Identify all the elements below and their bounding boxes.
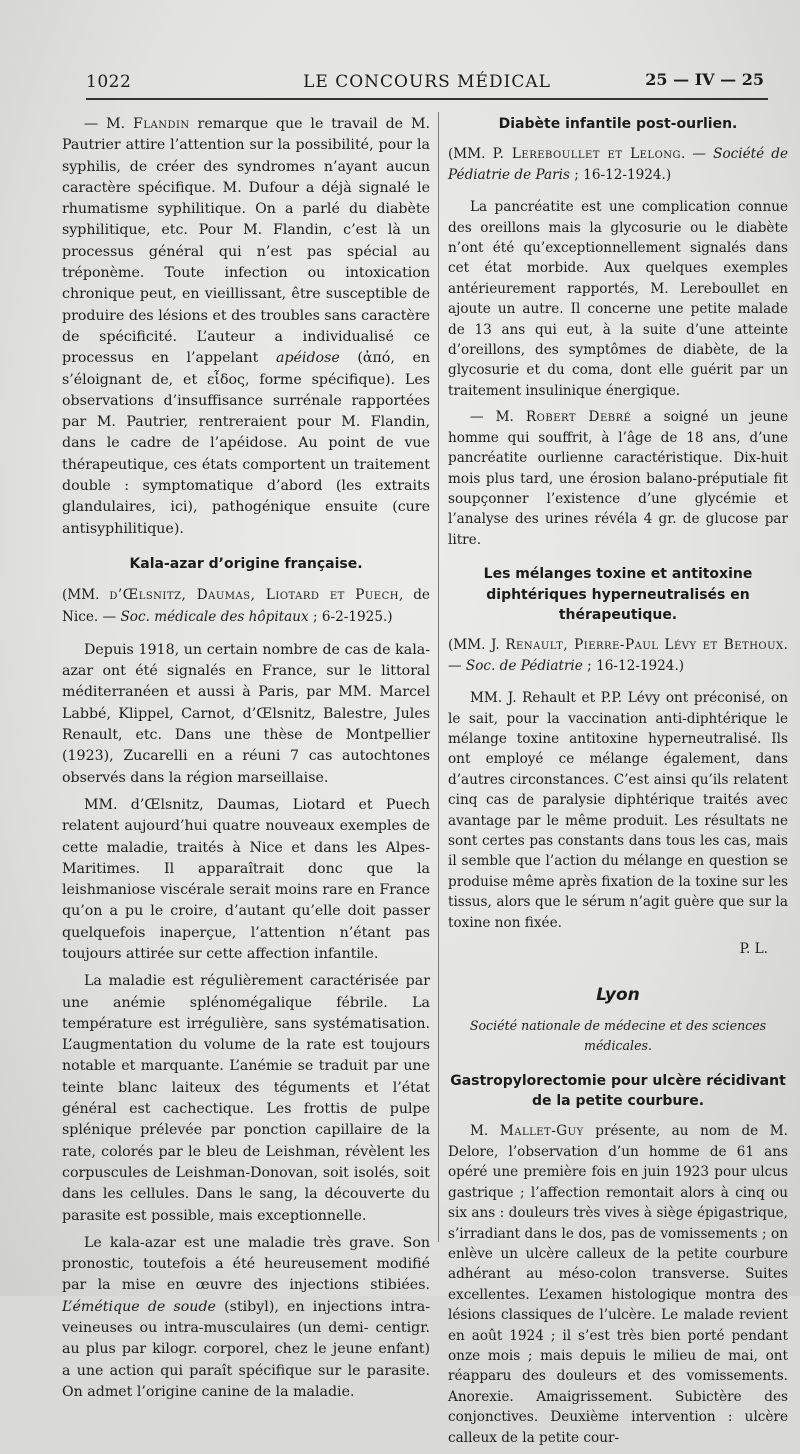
section-title-kala-azar: Kala-azar d’origine française. [129,555,363,572]
city-heading-lyon: Lyon [596,985,640,1006]
term-apeidose: apéidose [275,350,340,367]
kala-azar-reference: (MM. d’Œlsnitz, Daumas, Liotard et Puech, de Nice. — Soc. médicale des hôpitaux ; 6-2-1925.) [62,587,430,625]
kala-azar-paragraph-2: MM. d’Œlsnitz, Daumas, Liotard et Puech relatent aujourd’hui quatre nouveaux exemples de cette maladie, traités à Nice et dans les Alpes-Maritimes. Il apparaîtrait donc que la leishmaniose viscérale serait moins rare en France qu’on a pu le croire, d’autant qu’elle doit passer quelquefois inaperçue, l’attention n’étant pas toujours attirée sur cette affection infantile. [62,796,430,962]
kala-azar-paragraph-4: Le kala-azar est une maladie très grave. Son pronostic, toutefois a été heureusement modifié par la mise en œuvre des injections stibiées. L’émétique de soude (stibyl), en injections intra-veineuses ou intra-musculaires (un demi- centigr. au plus par kilogr. corporel, chez le jeune enfant) a une action qui paraît spécifique sur le parasite. On admet l’origine canine de la maladie. [62,1234,430,1400]
journal-title: LE CONCOURS MÉDICAL [303,72,551,92]
left-column [62,114,430,1409]
melanges-reference: (MM. J. Renault, Pierre-Paul Lévy et Bethoux. — Soc. de Pédiatrie ; 16-12-1924.) [448,637,788,674]
right-column [448,114,788,1454]
page-number: 1022 [86,72,132,92]
reference-authors: P. Lereboullet et Lelong [492,146,682,163]
section-title-melanges: Les mélanges toxine et antitoxine diphtériques hyperneutralisés en thérapeutique. [483,566,753,623]
author-name: Mallet-Guy [499,1123,584,1140]
diabete-reference: (MM. P. Lereboullet et Lelong. — Société de Pédiatrie de Paris ; 16-12-1924.) [448,146,788,183]
reference-authors: d’Œlsnitz, Daumas, Liotard et Puech [109,587,399,604]
lyon-paragraph-1: M. Mallet-Guy présente, au nom de M. Delore, l’observation d’un homme de 61 ans opéré une première fois en juin 1923 pour ulcus gastrique ; l’affection remontait alors à cinq ou six ans : douleurs très vives à siège épigastrique, s’irradiant dans le dos, pas de vomissements ; on enlève un ulcère calleux de la petite courbure adhérant au méso-colon transverse. Suites excellentes. L’examen histologique montra des lésions classiques de l’ulcère. Le malade revient en août 1924 ; il s’est très bien porté pendant onze mois ; mais depuis le milieu de mai, ont réapparu des douleurs et des vomissements. Anorexie. Amaigrissement. Subictère des conjonctives. Deuxième intervention : ulcère calleux de la petite cour- [448,1123,789,1446]
author-name: Robert Debré [525,409,632,426]
diabete-paragraph-2: — M. Robert Debré a soigné un jeune homme qui souffrit, à l’âge de 18 ans, d’une pancréatite ourlienne caractéristique. Dix-huit mois plus tard, une érosion balano-préputiale fit soupçonner l’existence d’une glycémie et l’analyse des urines révéla 4 gr. de glucose par litre. [448,409,788,548]
author-name: Flandin [132,116,190,132]
reference-journal: Soc. de Pédiatrie [465,657,583,674]
section-title-gastropylorectomie: Gastropylorectomie pour ulcère récidivant de la petite courbure. [450,1072,786,1110]
melanges-paragraph-1: MM. J. Rehault et P.P. Lévy ont préconisé, on le sait, pour la vaccination anti-diphtérique le mélange toxine antitoxine hyperneutralisé. Ils ont employé ce mélange également, dans d’autres circonstances. C’est ainsi qu’ils relatent cinq cas de paralysie diphtérique traités avec avantage par le même produit. Les résultats ne sont certes pas constants dans tous les cas, mais il semble que l’action du mélange en question se produise même après fixation de la toxine sur les tissus, alors que le sérum n’agit guère que sur la toxine non fixée. [448,690,788,931]
reference-journal: Soc. médicale des hôpitaux [120,608,309,625]
running-header [86,64,768,100]
author-signature: P. L. [739,941,768,958]
society-name: Société nationale de médecine et des sciences médicales. [469,1017,767,1054]
issue-date: 25 — IV — 25 [645,70,764,89]
kala-azar-paragraph-1: Depuis 1918, un certain nombre de cas de kala-azar ont été signalés en France, sur le littoral méditerranéen et aussi à Paris, par MM. Marcel Labbé, Klippel, Carnot, d’Œlsnitz, Balestre, Jules Renault, etc. Dans une thèse de Montpellier (1923), Zucarelli en a réuni 7 cas autochtones observés dans la région marseillaise. [62,641,430,786]
section-title-diabete: Diabète infantile post-ourlien. [498,116,738,132]
column-divider [438,112,439,1242]
kala-azar-paragraph-3: La maladie est régulièrement caractérisée par une anémie splénomégalique fébrile. La température est irrégulière, sans systématisation. L’augmentation du volume de la rate est toujours notable et marquante. L’anémie se traduit par une teinte blanc laiteux des téguments et l’état général est cachectique. Les frottis de pulpe splénique prélevée par ponction capillaire de la rate, colorés par le bleu de Leishman, révèlent les corpuscules de Leishman-Donovan, soit isolés, soit dans les cellules. Dans le sang, la découverte du parasite est possible, mais exceptionnelle. [62,973,430,1224]
reference-journal: Société de Pédiatrie de Paris [448,146,788,183]
flandin-paragraph: — M. Flandin remarque que le travail de M. Pautrier attire l’attention sur la possibilité, pour la syphilis, de créer des syndromes n’ayant aucun caractère spécifique. M. Dufour a déjà signalé le rhumatisme syphilitique. On a parlé du diabète syphilitique, etc. Pour M. Flandin, c’est là un processus général qui n’est pas spécial au tréponème. Toute infection ou intoxication chronique peut, en vieillissant, être susceptible de produire des lésions et des troubles sans caractère de spécificité. L’auteur a individualisé ce processus en l’appelant apéidose (ἀπό, en s’éloignant de, et εἶδος, forme spécifique). Les observations d’insuffisance surrénale rapportées par M. Pautrier, rentreraient pour M. Flandin, dans le cadre de l’apéidose. Au point de vue thérapeutique, ces états comportent un traitement double : symptomatique d’abord (les extraits glandulaires, ici), pathogénique ensuite (cure antisyphilitique). [62,116,430,537]
diabete-paragraph-1: La pancréatite est une complication connue des oreillons mais la glycosurie ou le diabète n’ont été qu’exceptionnellement signalés dans cet état morbide. Aux quelques exemples antérieurement rapportés, M. Lereboullet en ajoute un autre. Il concerne une petite malade de 13 ans qui eut, à la suite d’une atteinte d’oreillons, des symptômes de diabète, de la glycosurie et du coma, dont elle guérit par un traitement insulinique énergique. [448,199,788,399]
reference-authors: Renault, Pierre-Paul Lévy et Bethoux [505,637,784,654]
term-emetique: L’émétique de soude [62,1298,216,1315]
